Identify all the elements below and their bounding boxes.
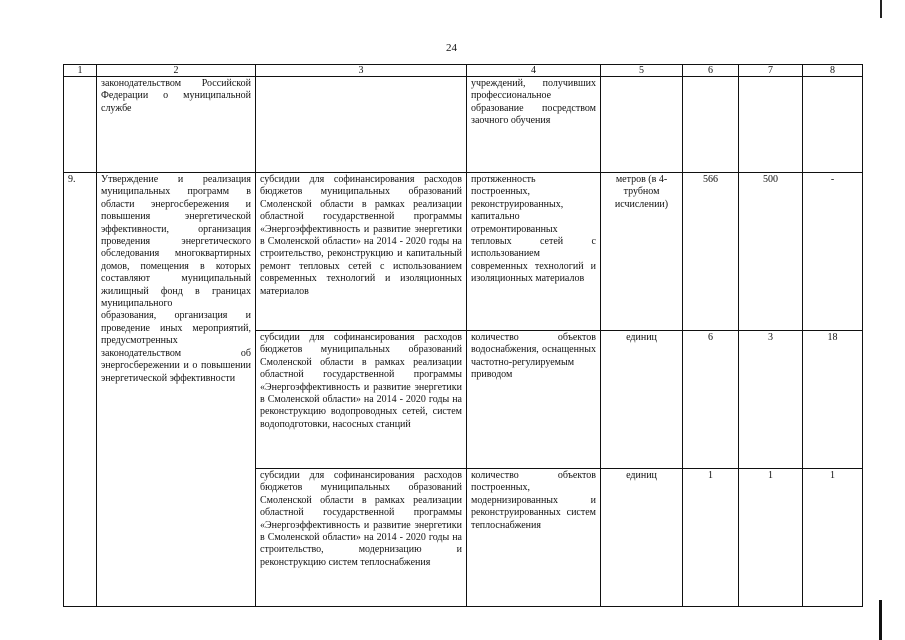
header-cell: 4 — [467, 65, 601, 77]
measure-cell — [97, 173, 256, 607]
header-cell: 5 — [601, 65, 683, 77]
unit-cell — [601, 77, 683, 173]
value-cell: 566 — [683, 173, 739, 331]
header-cell: 8 — [803, 65, 863, 77]
value-cell — [739, 77, 803, 173]
header-cell: 6 — [683, 65, 739, 77]
indicator-cell: учреждений, получивших профессиональное образование посредством заочного обучения — [467, 77, 601, 173]
funding-cell: субсидии для софинансирования расходов бюджетов муниципальных образований Смоленской области в рамках реализации областной государственной программы «Энергоэффективность и развитие энергетики в Смоленской области» на 2014 - 2020 годы на строительство, модернизацию и реконструкцию систем теплоснабжения — [256, 469, 467, 607]
header-cell: 3 — [256, 65, 467, 77]
funding-cell: субсидии для софинансирования расходов бюджетов муниципальных образований Смоленской области в рамках реализации областной государственной программы «Энергоэффективность и развитие энергетики в Смоленской области» на 2014 - 2020 годы на реконструкцию водопроводных сетей, систем водоподготовки, насосных станций — [256, 331, 467, 469]
value-cell: 6 — [683, 331, 739, 469]
document-table — [63, 64, 863, 607]
value-cell: 1 — [803, 469, 863, 607]
header-cell: 7 — [739, 65, 803, 77]
value-cell — [683, 77, 739, 173]
num-cell — [64, 77, 97, 173]
funding-cell — [256, 77, 467, 173]
indicator-cell: протяженность построенных, реконструированных, капитально отремонтированных тепловых сетей с использованием современных технологий и изоляционных материалов — [467, 173, 601, 331]
value-cell: 18 — [803, 331, 863, 469]
page-number: 24 — [446, 42, 457, 54]
table-header-row — [64, 65, 863, 77]
header-cell: 2 — [97, 65, 256, 77]
table-row — [64, 173, 863, 331]
value-cell — [803, 77, 863, 173]
indicator-cell: количество объектов водоснабжения, оснащенных частотно-регулируемым приводом — [467, 331, 601, 469]
value-cell: 1 — [683, 469, 739, 607]
indicator-cell: количество объектов построенных, модернизированных и реконструированных систем теплоснабжения — [467, 469, 601, 607]
measure-cell: законодательством Российской Федерации о муниципальной службе — [97, 77, 256, 173]
scan-edge-mark — [880, 0, 882, 18]
value-cell: - — [803, 173, 863, 331]
value-cell: 500 — [739, 173, 803, 331]
value-cell: 3 — [739, 331, 803, 469]
unit-cell: метров (в 4-трубном исчислении) — [601, 173, 683, 331]
funding-cell: субсидии для софинансирования расходов бюджетов муниципальных образований Смоленской области в рамках реализации областной государственной программы «Энергоэффективность и развитие энергетики в Смоленской области» на 2014 - 2020 годы на строительство, реконструкцию и капитальный ремонт тепловых сетей с использованием современных технологий и изоляционных материалов — [256, 173, 467, 331]
measure-text: Утверждение и реализация муниципальных программ в области энергосбережения и повышения энергетической эффективности, организация проведения энергетического обследования многоквартирных домов, помещения в которых составляют муниципальный жилищный фонд в границах муниципального — [101, 174, 251, 310]
table-row — [64, 77, 863, 173]
measure-text-continued: образования, организация и проведение иных мероприятий, предусмотренных законодательством об энергосбережении и о повышении энергетической эффективности — [101, 310, 251, 384]
value-cell: 1 — [739, 469, 803, 607]
scan-edge-mark — [879, 600, 882, 640]
num-cell: 9. — [64, 173, 97, 607]
unit-cell: единиц — [601, 469, 683, 607]
unit-cell: единиц — [601, 331, 683, 469]
header-cell: 1 — [64, 65, 97, 77]
